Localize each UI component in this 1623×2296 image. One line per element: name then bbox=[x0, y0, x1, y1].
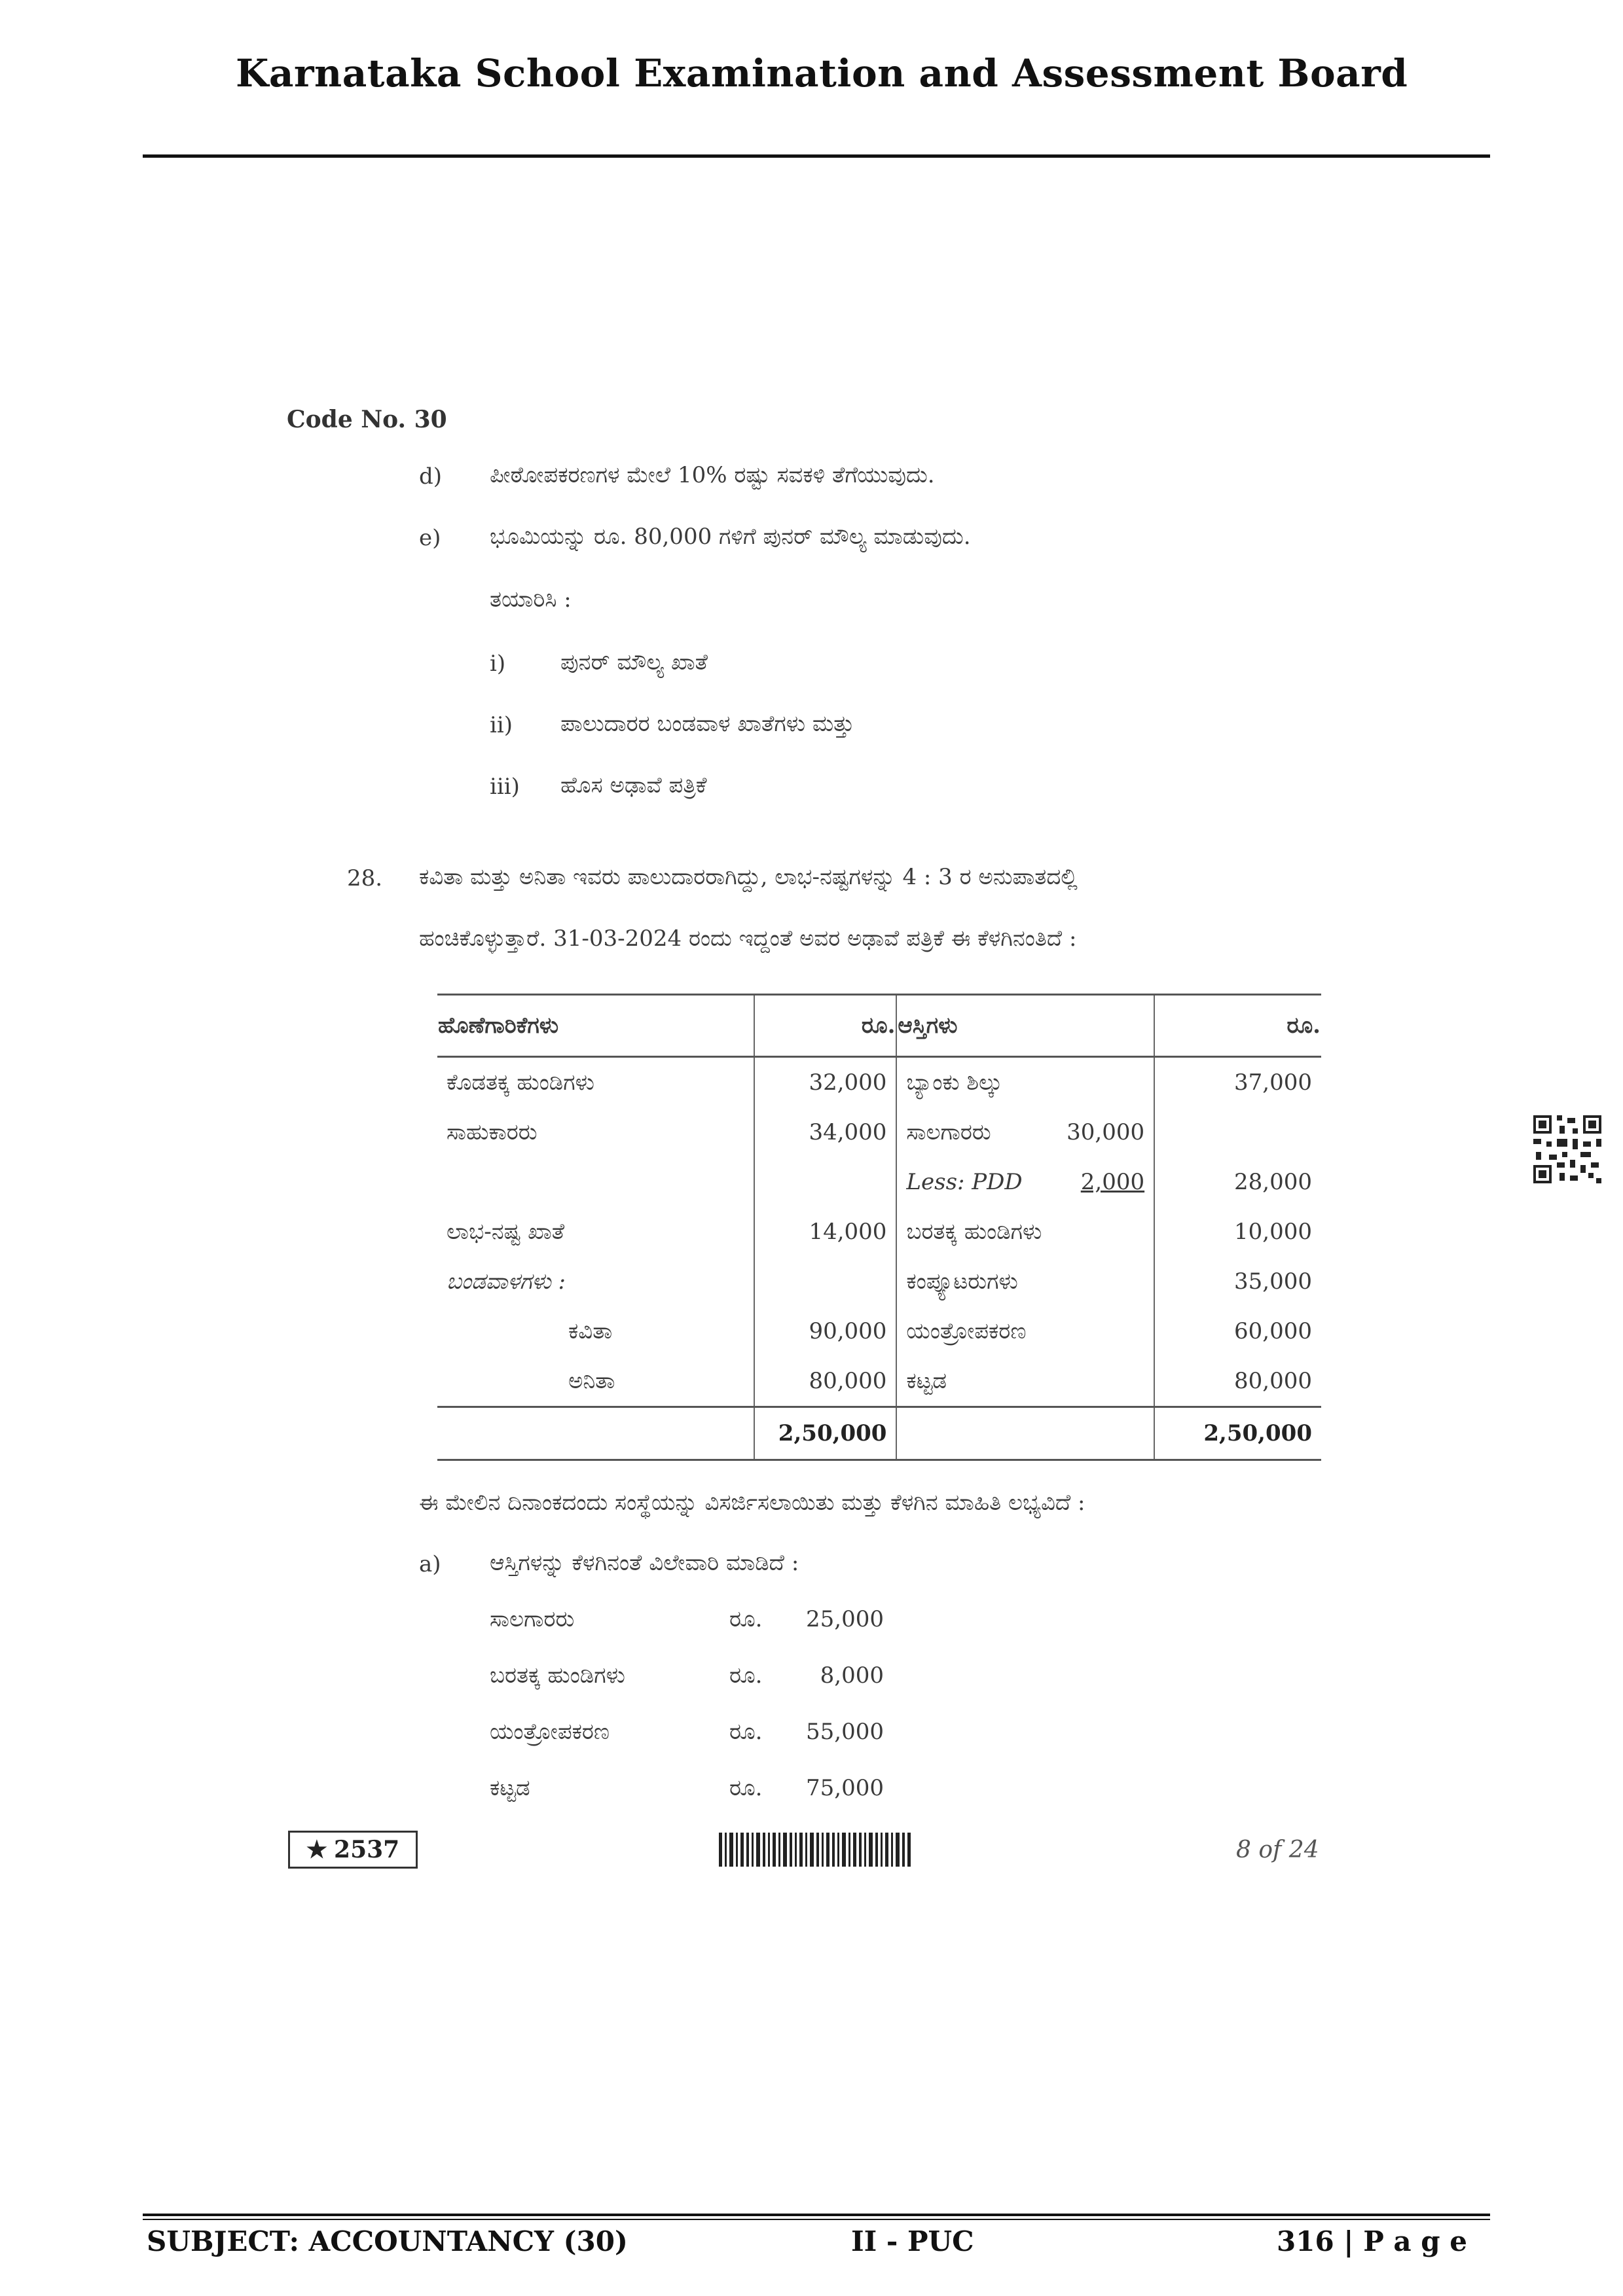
disposal-amount: 8,000 bbox=[820, 1662, 884, 1689]
liability-name: ಸಾಹುಕಾರರು bbox=[447, 1119, 538, 1145]
footer-subject: SUBJECT: ACCOUNTANCY (30) bbox=[147, 2225, 628, 2257]
total-liabilities: 2,50,000 bbox=[754, 1407, 896, 1460]
disposal-currency: ರೂ. bbox=[729, 1775, 763, 1801]
asset-amount: 37,000 bbox=[1154, 1057, 1321, 1108]
disposal-name: ಸಾಲಗಾರರು bbox=[490, 1606, 575, 1632]
liability-amount: 14,000 bbox=[754, 1207, 896, 1257]
paper-code: 2537 bbox=[334, 1836, 400, 1863]
asset-name: ಯಂತ್ರೋಪಕರಣ bbox=[906, 1318, 1027, 1344]
asset-amount: 35,000 bbox=[1154, 1257, 1321, 1306]
item-text-e: ಭೂಮಿಯನ್ನು ರೂ. 80,000 ಗಳಿಗೆ ಪುನರ್ ಮೌಲ್ಯ ಮಾಡುವುದು. bbox=[490, 524, 971, 550]
liability-amount: 32,000 bbox=[754, 1057, 896, 1108]
qr-code-icon bbox=[1531, 1113, 1604, 1186]
header-assets: ಆಸ್ತಿಗಳು bbox=[896, 995, 1154, 1057]
liability-amount bbox=[754, 1257, 896, 1306]
footer-page-number: 316 | P a g e bbox=[1277, 2225, 1467, 2257]
header-rule bbox=[143, 154, 1490, 158]
footer-rule-bottom bbox=[143, 2219, 1490, 2220]
prepare-label-iii: iii) bbox=[490, 774, 520, 800]
asset-name: ಬ್ಯಾಂಕು ಶಿಲ್ಕು bbox=[906, 1069, 1003, 1096]
asset-sub-amount: 30,000 bbox=[1067, 1119, 1145, 1145]
table-row bbox=[437, 1257, 1321, 1306]
asset-amount: 60,000 bbox=[1154, 1306, 1321, 1356]
liability-name: ಬಂಡವಾಳಗಳು : bbox=[447, 1268, 566, 1295]
liability-amount: 90,000 bbox=[754, 1306, 896, 1356]
table-row bbox=[437, 1306, 1321, 1356]
total-row bbox=[437, 1407, 1321, 1460]
question-line-1: ಕವಿತಾ ಮತ್ತು ಅನಿತಾ ಇವರು ಪಾಲುದಾರರಾಗಿದ್ದು, ಲಾಭ-ನಷ್ಟಗಳನ್ನು 4 : 3 ರ ಅನುಪಾತದಲ್ಲಿ bbox=[419, 864, 1078, 890]
liability-amount bbox=[754, 1157, 896, 1207]
liability-name bbox=[437, 1157, 754, 1207]
liability-amount: 34,000 bbox=[754, 1107, 896, 1157]
total-assets: 2,50,000 bbox=[1154, 1407, 1321, 1460]
disposal-currency: ರೂ. bbox=[729, 1719, 763, 1745]
prepare-label-i: i) bbox=[490, 651, 506, 677]
liability-name: ಲಾಭ-ನಷ್ಟ ಖಾತೆ bbox=[447, 1219, 565, 1245]
prepare-text-iii: ಹೊಸ ಅಢಾವೆ ಪತ್ರಿಕೆ bbox=[560, 772, 707, 798]
table-row bbox=[437, 1157, 1321, 1207]
item-label-a: a) bbox=[419, 1551, 441, 1577]
total-asset-spacer bbox=[896, 1407, 1154, 1460]
asset-name-with-sub bbox=[896, 1107, 1154, 1157]
disposal-amount: 25,000 bbox=[806, 1606, 884, 1632]
liability-name: ಕೊಡತಕ್ಕ ಹುಂಡಿಗಳು bbox=[447, 1069, 594, 1096]
footer-class: II - PUC bbox=[851, 2225, 974, 2257]
star-icon: ★ bbox=[306, 1836, 328, 1863]
question-line-2: ಹಂಚಿಕೊಳ್ಳುತ್ತಾರೆ. 31-03-2024 ರಂದು ಇದ್ದಂತೆ ಅವರ ಅಢಾವೆ ಪತ್ರಿಕೆ ಈ ಕೆಳಗಿನಂತಿದೆ : bbox=[419, 925, 1077, 952]
question-number: 28. bbox=[347, 865, 383, 891]
code-number: Code No. 30 bbox=[287, 406, 447, 433]
prepare-text-i: ಪುನರ್ ಮೌಲ್ಯ ಖಾತೆ bbox=[560, 649, 708, 675]
page-of-count: 8 of 24 bbox=[1236, 1837, 1319, 1863]
disposal-name: ಬರತಕ್ಕ ಹುಂಡಿಗಳು bbox=[490, 1662, 625, 1689]
total-liab-spacer bbox=[437, 1407, 754, 1460]
item-text-d: ಪೀಠೋಪಕರಣಗಳ ಮೇಲೆ 10% ರಷ್ಟು ಸವಕಳಿ ತೆಗೆಯುವುದು. bbox=[490, 462, 935, 488]
barcode-icon bbox=[719, 1833, 934, 1867]
disposal-name: ಕಟ್ಟಡ bbox=[490, 1775, 530, 1801]
asset-name-with-sub bbox=[896, 1157, 1154, 1207]
balance-sheet-table bbox=[437, 994, 1321, 1461]
prepare-label-ii: ii) bbox=[490, 712, 513, 738]
asset-amount: 80,000 bbox=[1154, 1356, 1321, 1407]
asset-amount bbox=[1154, 1107, 1321, 1157]
disposal-name: ಯಂತ್ರೋಪಕರಣ bbox=[490, 1719, 610, 1745]
asset-name: ಬರತಕ್ಕ ಹುಂಡಿಗಳು bbox=[906, 1219, 1042, 1245]
disposal-amount: 75,000 bbox=[806, 1775, 884, 1801]
board-title: Karnataka School Examination and Assessment Board bbox=[236, 51, 1408, 96]
prepare-heading: ತಯಾರಿಸಿ : bbox=[490, 586, 572, 613]
liability-name: ಕವಿತಾ bbox=[568, 1318, 613, 1344]
item-text-a: ಆಸ್ತಿಗಳನ್ನು ಕೆಳಗಿನಂತೆ ವಿಲೇವಾರಿ ಮಾಡಿದೆ : bbox=[490, 1550, 799, 1576]
header-liabilities: ಹೊಣೆಗಾರಿಕೆಗಳು bbox=[437, 995, 754, 1057]
table-row bbox=[437, 1356, 1321, 1407]
asset-sub-amount: 2,000 bbox=[1080, 1169, 1145, 1195]
table-row bbox=[437, 1207, 1321, 1257]
header-asset-amount: ರೂ. bbox=[1154, 995, 1321, 1057]
paper-code-badge bbox=[288, 1831, 418, 1869]
disposal-currency: ರೂ. bbox=[729, 1606, 763, 1632]
disposal-currency: ರೂ. bbox=[729, 1662, 763, 1689]
table-header-row bbox=[437, 995, 1321, 1057]
header-liab-amount: ರೂ. bbox=[754, 995, 896, 1057]
prepare-text-ii: ಪಾಲುದಾರರ ಬಂಡವಾಳ ಖಾತೆಗಳು ಮತ್ತು bbox=[560, 711, 854, 737]
item-label-d: d) bbox=[419, 463, 443, 490]
table-row bbox=[437, 1107, 1321, 1157]
liability-name: ಅನಿತಾ bbox=[568, 1368, 615, 1394]
dissolution-text: ಈ ಮೇಲಿನ ದಿನಾಂಕದಂದು ಸಂಸ್ಥೆಯನ್ನು ವಿಸರ್ಜಿಸಲಾಯಿತು ಮತ್ತು ಕೆಳಗಿನ ಮಾಹಿತಿ ಲಭ್ಯವಿದೆ : bbox=[419, 1490, 1085, 1516]
asset-name: ಸಾಲಗಾರರು bbox=[906, 1119, 991, 1145]
disposal-amount: 55,000 bbox=[806, 1719, 884, 1745]
asset-amount: 28,000 bbox=[1154, 1157, 1321, 1207]
table-row bbox=[437, 1057, 1321, 1108]
asset-amount: 10,000 bbox=[1154, 1207, 1321, 1257]
footer-rule-top bbox=[143, 2214, 1490, 2216]
item-label-e: e) bbox=[419, 525, 441, 551]
liability-amount: 80,000 bbox=[754, 1356, 896, 1407]
asset-name: Less: PDD bbox=[906, 1169, 1023, 1195]
asset-name: ಕಂಪ್ಯೂಟರುಗಳು bbox=[906, 1268, 1018, 1295]
asset-name: ಕಟ್ಟಡ bbox=[906, 1368, 947, 1394]
